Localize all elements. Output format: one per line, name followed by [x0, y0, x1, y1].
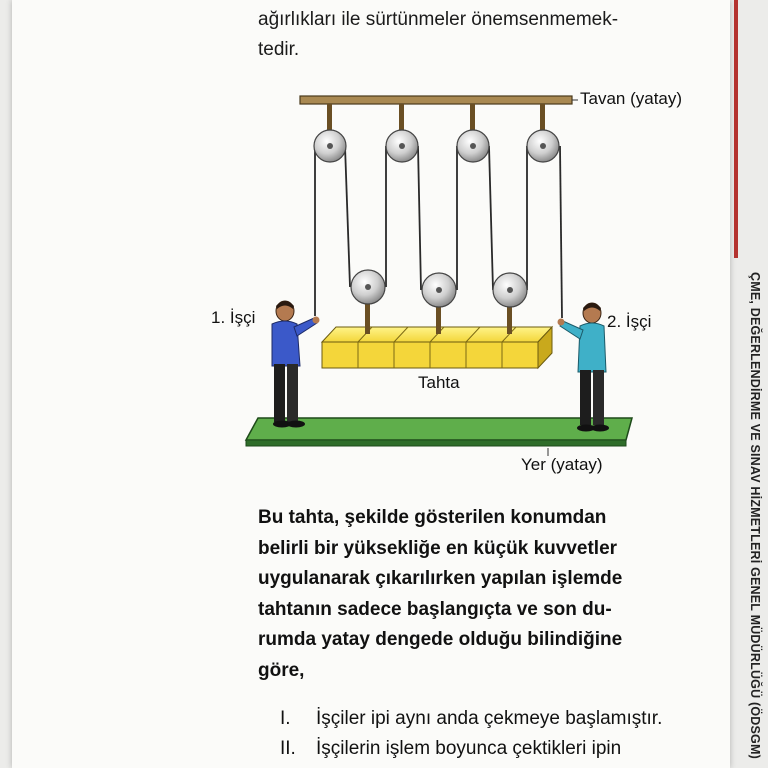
sidebar-publisher-text: ÇME, DEĞERLENDİRME VE SINAV HİZMETLERİ GENEL MÜDÜRLÜĞÜ (ÖDSGM) [748, 272, 762, 759]
ceiling [300, 96, 578, 104]
margin-rule [734, 0, 738, 258]
statement-list [280, 704, 740, 764]
top-pulley-4-icon [527, 104, 559, 162]
top-pulley-2-icon [386, 104, 418, 162]
top-pulleys [314, 104, 559, 162]
intro-line-1: ağırlıkları ile sürtünmeler önemsenmemek- [258, 9, 619, 30]
statement-item [280, 704, 740, 734]
worker-2-icon [558, 303, 610, 432]
question-line: Bu tahta, şekilde gösterilen konumdan [258, 507, 607, 528]
ground [246, 418, 632, 446]
question-text [258, 503, 718, 686]
bottom-pulley-3-icon [493, 273, 527, 334]
bottom-pulley-1-icon [351, 270, 385, 334]
worker-1-icon [272, 301, 320, 428]
statement-text: İşçilerin işlem boyunca çektikleri ipin [316, 738, 622, 759]
question-line: uygulanarak çıkarılırken yapılan işlemde [258, 568, 623, 589]
question-line: belirli bir yüksekliğe en küçük kuvvetler [258, 537, 618, 559]
worker-2-label: 2. İşçi [607, 312, 652, 331]
question-line: rumda yatay dengede olduğu bilindiğine [258, 629, 623, 650]
bottom-pulleys [351, 270, 527, 334]
ground-label: Yer (yatay) [521, 455, 603, 474]
bottom-pulley-2-icon [422, 273, 456, 334]
question-line: tahtanın sadece başlangıçta ve son du- [258, 598, 612, 620]
statement-text: İşçiler ipi aynı anda çekmeye başlamıştır. [316, 708, 663, 729]
top-pulley-3-icon [457, 104, 489, 162]
statement-number: I. [280, 708, 291, 729]
statement-number: II. [280, 738, 296, 759]
board-label: Tahta [418, 373, 460, 392]
statement-item [280, 734, 740, 764]
intro-line-2: tedir. [258, 39, 300, 60]
worker-1-label: 1. İşçi [211, 308, 256, 327]
ceiling-label: Tavan (yatay) [580, 89, 683, 108]
top-pulley-1-icon [314, 104, 346, 162]
question-line: göre, [258, 659, 305, 681]
